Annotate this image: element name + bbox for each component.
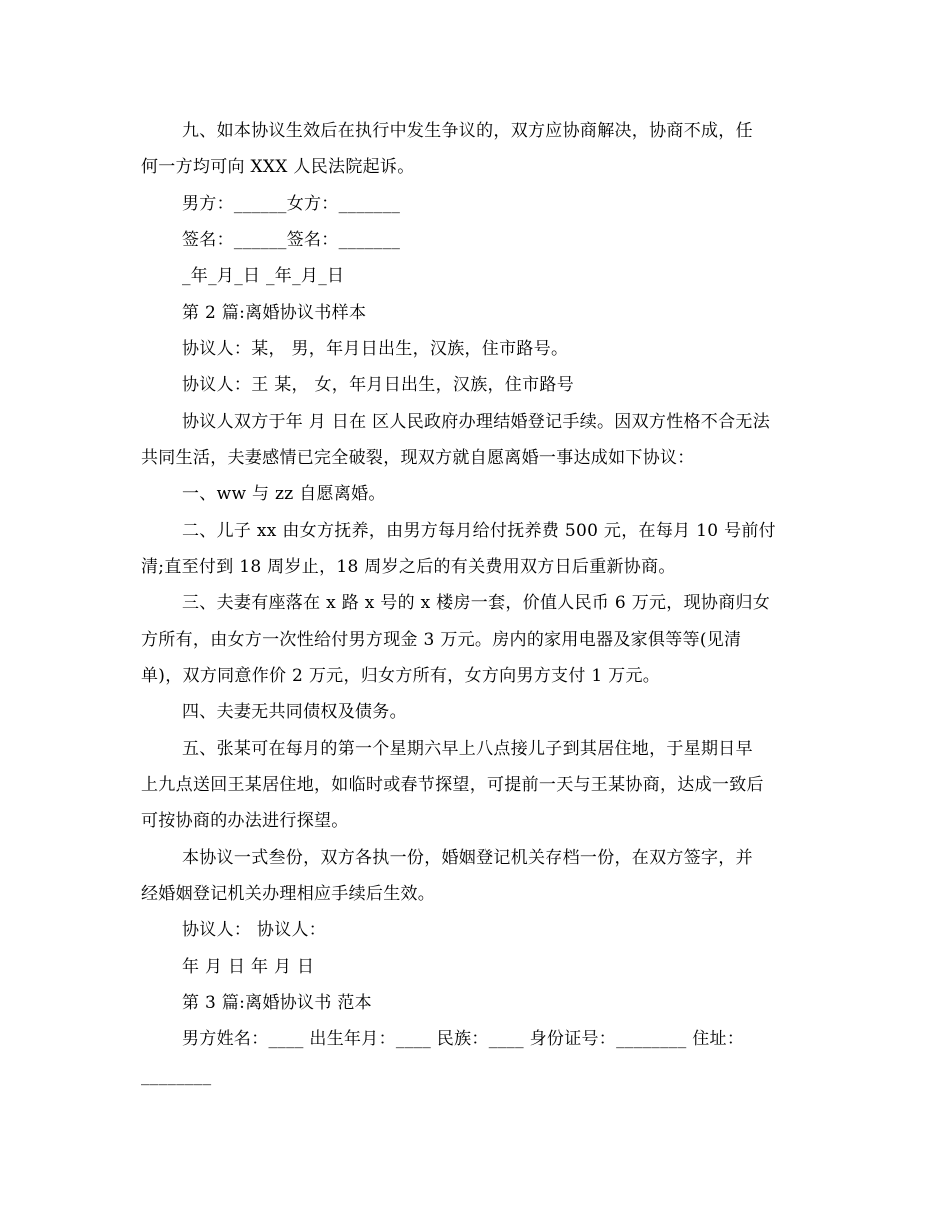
paragraph-line: 单)，双方同意作价 2 万元，归女方所有，女方向男方支付 1 万元。 <box>141 666 661 686</box>
paragraph-line: 可按协商的办法进行探望。 <box>141 811 349 831</box>
paragraph-line: 经婚姻登记机关办理相应手续后生效。 <box>141 884 436 904</box>
form-line: 男方姓名：____ 出生年月：____ 民族：____ 身份证号：________ 住址： <box>182 1029 745 1049</box>
paragraph-line: 四、夫妻无共同债权及债务。 <box>182 702 407 722</box>
signature-line: 协议人： 协议人： <box>182 920 327 940</box>
paragraph-line: 方所有，由女方一次性给付男方现金 3 万元。房内的家用电器及家俱等等(见清 <box>141 630 742 650</box>
paragraph-line: 一、ww 与 zz 自愿离婚。 <box>182 484 386 504</box>
paragraph-line: 共同生活，夫妻感情已完全破裂，现双方就自愿离婚一事达成如下协议： <box>141 448 695 468</box>
signature-line: 签名：______签名：_______ <box>182 230 401 250</box>
date-line: 年 月 日 年 月 日 <box>182 957 315 977</box>
signature-line: 男方：______女方：_______ <box>182 194 401 214</box>
paragraph-line: 协议人：某， 男，年月日出生，汉族，住市路号。 <box>182 339 569 359</box>
paragraph-line: 三、夫妻有座落在 x 路 x 号的 x 楼房一套，价值人民币 6 万元，现协商归女 <box>182 593 771 613</box>
paragraph-line: 九、如本协议生效后在执行中发生争议的，双方应协商解决，协商不成，任 <box>182 121 753 141</box>
section-title: 第 2 篇:离婚协议书样本 <box>182 303 367 323</box>
paragraph-line: 何一方均可向 XXX 人民法院起诉。 <box>141 157 415 177</box>
paragraph-line: 五、张某可在每月的第一个星期六早上八点接儿子到其居住地，于星期日早 <box>182 739 753 759</box>
paragraph-line: 清;直至付到 18 周岁止，18 周岁之后的有关费用双方日后重新协商。 <box>141 557 676 577</box>
paragraph-line: 二、儿子 xx 由女方抚养，由男方每月给付抚养费 500 元，在每月 10 号前付 <box>182 521 776 541</box>
paragraph-line: 协议人双方于年 月 日在 区人民政府办理结婚登记手续。因双方性格不合无法 <box>182 412 771 432</box>
date-line: _年_月_日 _年_月_日 <box>182 266 345 286</box>
section-title: 第 3 篇:离婚协议书 范本 <box>182 993 372 1013</box>
form-line: ________ <box>141 1066 212 1086</box>
paragraph-line: 本协议一式叁份，双方各执一份，婚姻登记机关存档一份，在双方签字，并 <box>182 848 753 868</box>
paragraph-line: 上九点送回王某居住地，如临时或春节探望，可提前一天与王某协商，达成一致后 <box>141 775 764 795</box>
paragraph-line: 协议人：王 某， 女，年月日出生，汉族，住市路号 <box>182 375 575 395</box>
